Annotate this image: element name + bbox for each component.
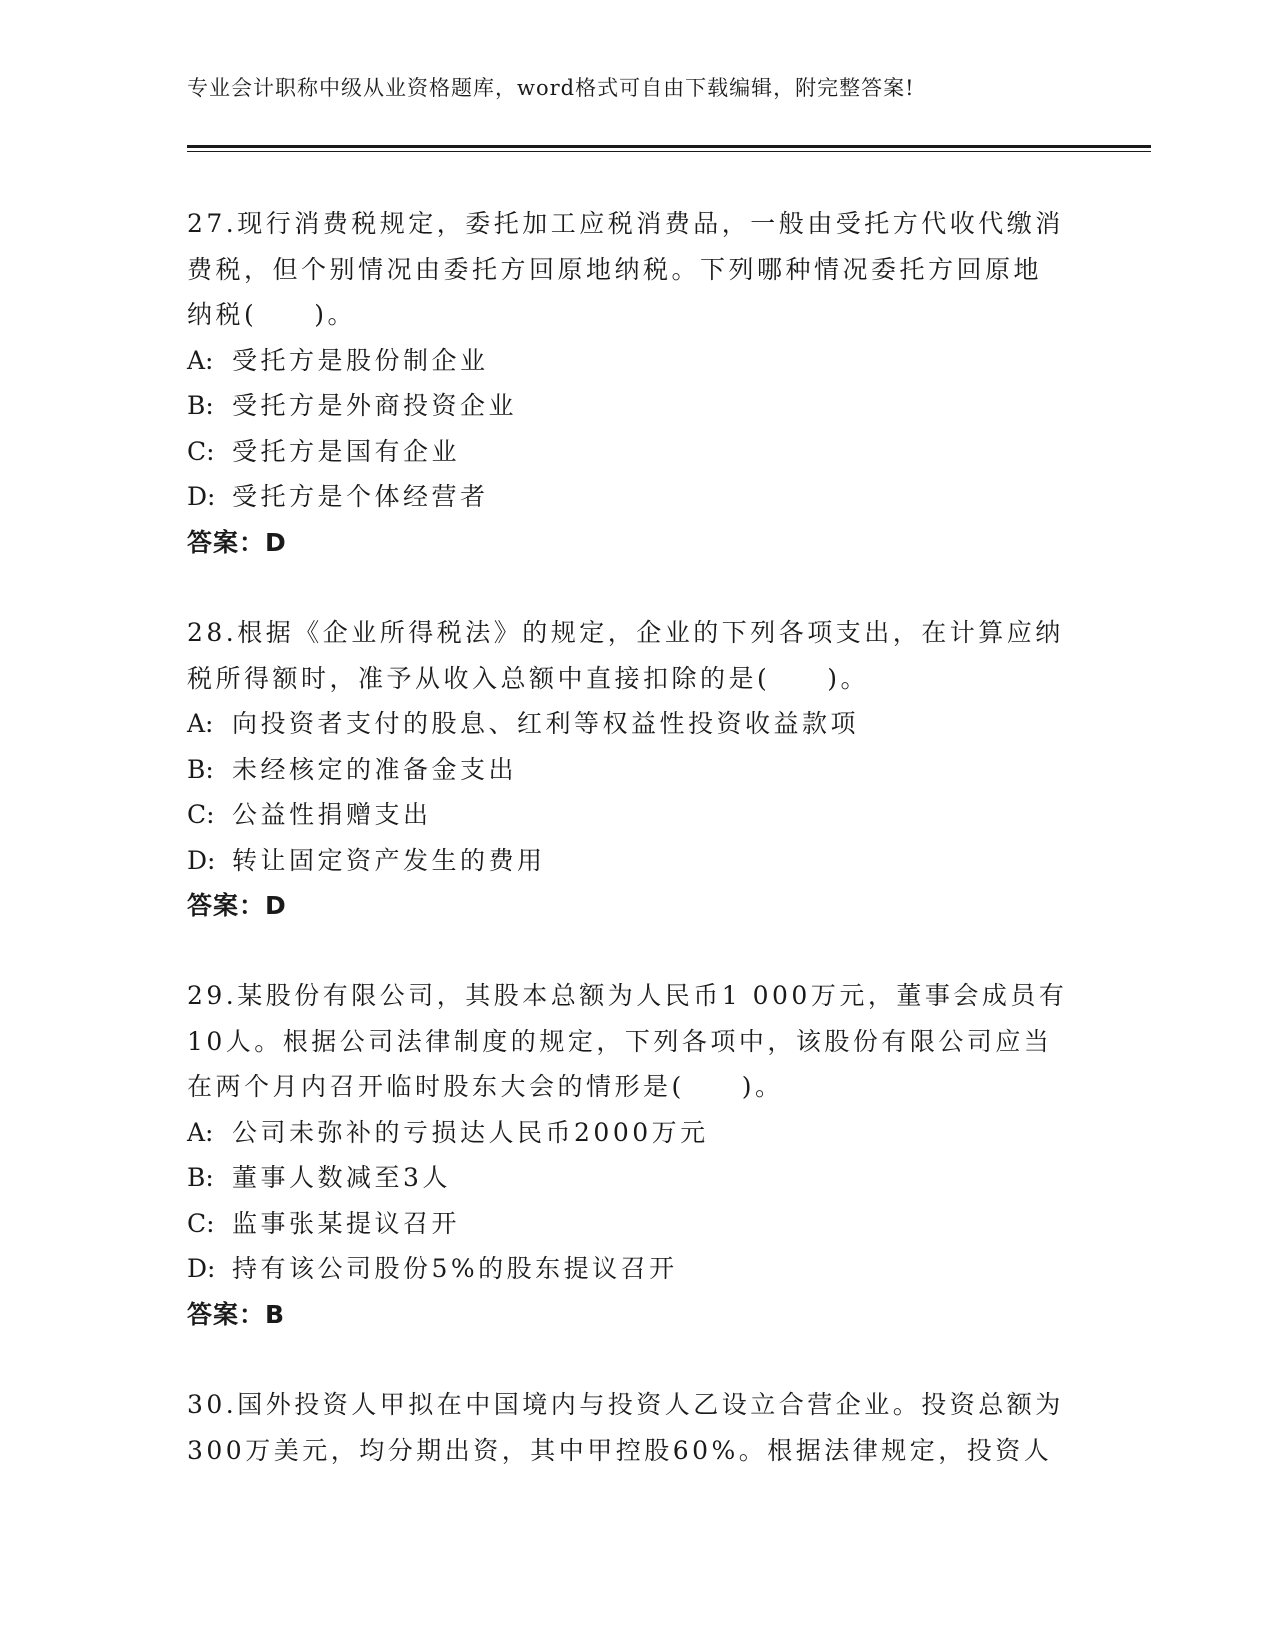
question-text-line: 30.国外投资人甲拟在中国境内与投资人乙设立合营企业。投资总额为 (187, 1390, 1064, 1419)
answer: 答案：D (187, 527, 287, 557)
answer: 答案：B (187, 1299, 286, 1329)
header-divider-thick (187, 145, 1151, 148)
option-letter: A: (187, 1117, 214, 1147)
question-28 (187, 610, 1087, 929)
option-letter: D: (187, 482, 216, 511)
option-letter: D: (187, 1254, 216, 1283)
option-letter: A: (187, 345, 214, 375)
option-letter: C: (187, 436, 215, 466)
question-text-line: 在两个月内召开临时股东大会的情形是( )。 (187, 1072, 784, 1101)
option-letter: C: (187, 1208, 215, 1238)
option-b (187, 747, 1087, 793)
question-text-line: 29.某股份有限公司，其股本总额为人民币1 000万元，董事会成员有 (187, 981, 1068, 1010)
question-text-line: 10人。根据公司法律制度的规定，下列各项中，该股份有限公司应当 (187, 1026, 1053, 1056)
question-text-line: 28.根据《企业所得税法》的规定，企业的下列各项支出，在计算应纳 (187, 618, 1064, 647)
option-text: 持有该公司股份5%的股东提议召开 (232, 1254, 678, 1283)
option-text: 监事张某提议召开 (232, 1208, 461, 1238)
option-a (187, 338, 1087, 384)
answer: 答案：D (187, 891, 287, 920)
option-c (187, 792, 1087, 838)
option-letter: B: (187, 754, 214, 784)
option-text: 受托方是个体经营者 (232, 482, 489, 511)
header-divider-thin (187, 151, 1151, 152)
option-text: 董事人数减至3人 (232, 1163, 451, 1192)
question-text-line: 27.现行消费税规定，委托加工应税消费品，一般由受托方代收代缴消 (187, 209, 1064, 238)
option-text: 转让固定资产发生的费用 (232, 845, 546, 875)
option-text: 受托方是股份制企业 (232, 345, 489, 375)
question-30 (187, 1382, 1087, 1473)
option-letter: A: (187, 709, 214, 738)
option-d (187, 838, 1087, 884)
option-a (187, 1110, 1087, 1156)
option-text: 公益性捐赠支出 (232, 800, 432, 829)
question-29 (187, 973, 1087, 1337)
question-text-line: 费税，但个别情况由委托方回原地纳税。下列哪种情况委托方回原地 (187, 254, 1043, 284)
option-a (187, 701, 1087, 747)
question-text-line: 税所得额时，准予从收入总额中直接扣除的是( )。 (187, 663, 870, 693)
option-letter: C: (187, 800, 215, 829)
option-c (187, 429, 1087, 475)
option-c (187, 1201, 1087, 1247)
option-b (187, 383, 1087, 429)
option-text: 向投资者支付的股息、红利等权益性投资收益款项 (232, 709, 860, 738)
option-text: 受托方是国有企业 (232, 436, 461, 466)
question-text-line: 纳税( )。 (187, 300, 357, 329)
option-d (187, 1246, 1087, 1292)
option-letter: D: (187, 845, 216, 875)
option-letter: B: (187, 391, 214, 420)
option-letter: B: (187, 1163, 214, 1192)
question-27 (187, 201, 1087, 565)
option-text: 未经核定的准备金支出 (232, 754, 518, 784)
option-d (187, 474, 1087, 520)
option-b (187, 1155, 1087, 1201)
page-header: 专业会计职称中级从业资格题库，word格式可自由下载编辑，附完整答案! (187, 76, 915, 100)
option-text: 公司未弥补的亏损达人民币2000万元 (232, 1117, 709, 1147)
option-text: 受托方是外商投资企业 (232, 391, 518, 420)
question-text-line: 300万美元，均分期出资，其中甲控股60%。根据法律规定，投资人 (187, 1435, 1053, 1465)
